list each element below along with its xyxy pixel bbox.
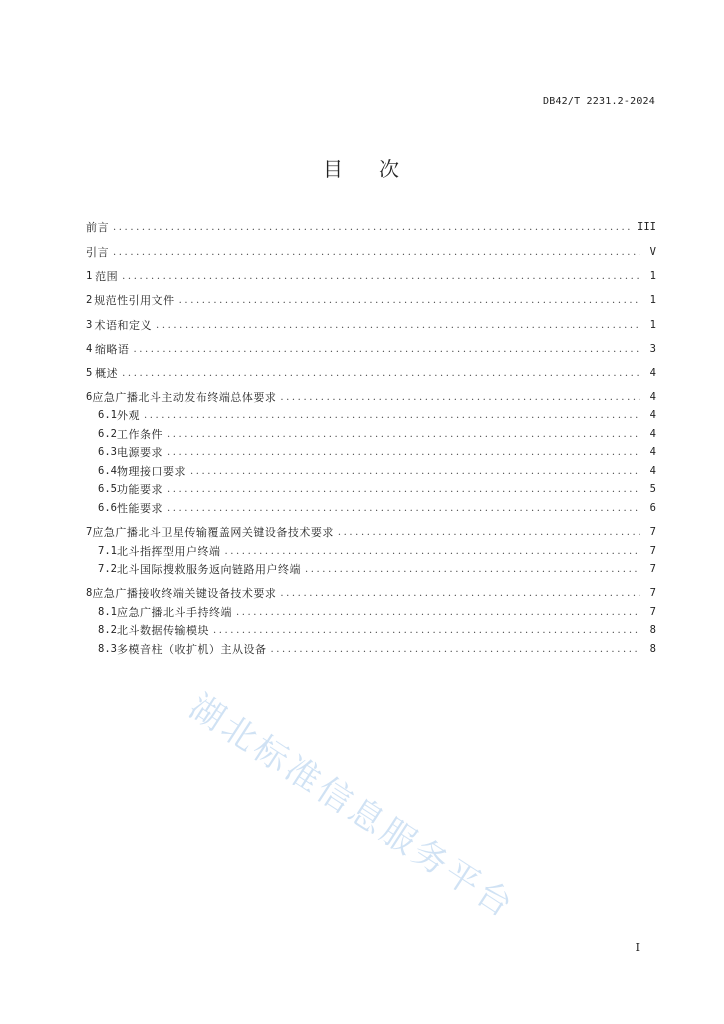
- toc-dot-leader: [179, 295, 640, 306]
- toc-entry-number: 6.4: [98, 465, 117, 477]
- toc-entry[interactable]: [98, 406, 656, 424]
- toc-entry-label: 功能要求: [116, 483, 163, 496]
- toc-entry-page: 1: [649, 270, 656, 282]
- toc-entry-number: 4: [86, 343, 93, 355]
- toc-entry-number: 8.3: [98, 643, 117, 655]
- toc-entry-page: 7: [649, 526, 656, 538]
- toc-entry-number: 2: [86, 294, 93, 306]
- toc-entry-label: 术语和定义: [94, 319, 153, 332]
- toc-entry-label: 北斗国际搜救服务返向链路用户终端: [116, 563, 301, 576]
- toc-entry-page: 6: [649, 502, 656, 514]
- toc-dot-leader: [213, 625, 640, 636]
- toc-entry-label: 缩略语: [94, 343, 130, 356]
- toc-entry-page: 4: [649, 446, 656, 458]
- toc-entry-label: 工作条件: [116, 428, 163, 441]
- toc-dot-leader: [236, 607, 640, 618]
- toc-entry-label: 前言: [86, 221, 109, 234]
- page-title: [0, 153, 724, 182]
- toc-entry[interactable]: [86, 388, 656, 406]
- toc-entry-number: 5: [86, 367, 93, 379]
- toc-dot-leader: [224, 546, 640, 557]
- toc-dot-leader: [280, 588, 640, 599]
- toc-entry-label: 概述: [95, 367, 119, 380]
- toc-entry-page: 1: [649, 294, 656, 306]
- document-code: DB42/T 2231.2-2024: [543, 96, 655, 107]
- toc-entry[interactable]: [86, 316, 656, 334]
- title-part-2: 次: [379, 157, 401, 181]
- page-number: I: [635, 941, 640, 954]
- toc-entry[interactable]: [86, 523, 656, 541]
- toc-entry-number: 7: [86, 526, 93, 538]
- toc-entry-label: 应急广播北斗手持终端: [116, 606, 232, 619]
- toc-entry-label: 应急广播北斗主动发布终端总体要求: [92, 391, 277, 404]
- toc-entry-page: 5: [649, 483, 656, 495]
- toc-entry-number: 6.2: [98, 428, 117, 440]
- toc-entry-page: 7: [649, 587, 656, 599]
- toc-entry-label: 引言: [86, 246, 109, 259]
- toc-dot-leader: [270, 644, 640, 655]
- toc-dot-leader: [144, 410, 640, 421]
- toc-entry-page: V: [649, 246, 656, 258]
- toc-entry[interactable]: [98, 603, 656, 621]
- toc-entry-label: 应急广播北斗卫星传输覆盖网关键设备技术要求: [92, 526, 334, 539]
- toc-dot-leader: [122, 271, 640, 282]
- toc-entry[interactable]: [86, 243, 656, 261]
- toc-entry-label: 电源要求: [116, 446, 163, 459]
- toc-entry-page: 7: [649, 545, 656, 557]
- toc-entry-label: 范围: [95, 270, 119, 283]
- toc-entry-page: 4: [649, 409, 656, 421]
- toc-dot-leader: [167, 447, 640, 458]
- toc-entry-label: 外观: [116, 409, 140, 422]
- toc-entry-number: 6.1: [98, 409, 117, 421]
- toc-entry-number: 8: [86, 587, 93, 599]
- toc-entry[interactable]: [98, 462, 656, 480]
- toc-dot-leader: [190, 466, 640, 477]
- toc-dot-leader: [280, 392, 640, 403]
- toc-entry-label: 规范性引用文件: [94, 294, 175, 307]
- toc-entry[interactable]: [98, 425, 656, 443]
- toc-entry-label: 物理接口要求: [116, 465, 186, 478]
- toc-entry[interactable]: [86, 364, 656, 382]
- toc-entry[interactable]: [86, 218, 656, 236]
- toc-entry-label: 多模音柱（收扩机）主从设备: [116, 643, 267, 656]
- toc-entry[interactable]: [98, 480, 656, 498]
- toc-entry[interactable]: [86, 291, 656, 309]
- toc-entry-number: 6.6: [98, 502, 117, 514]
- toc-entry[interactable]: [86, 340, 656, 358]
- toc-dot-leader: [167, 503, 640, 514]
- toc-entry-page: 8: [649, 643, 656, 655]
- toc-entry-label: 北斗数据传输模块: [116, 624, 209, 637]
- toc-entry-number: 6: [86, 391, 93, 403]
- toc-entry-page: 3: [649, 343, 656, 355]
- toc-entry[interactable]: [86, 267, 656, 285]
- toc-entry-number: 7.1: [98, 545, 117, 557]
- toc-entry-page: 7: [649, 606, 656, 618]
- toc-entry[interactable]: [98, 621, 656, 639]
- toc-entry[interactable]: [98, 499, 656, 517]
- toc-entry[interactable]: [86, 584, 656, 602]
- toc-dot-leader: [338, 527, 640, 538]
- toc-entry[interactable]: [98, 443, 656, 461]
- toc-dot-leader: [113, 247, 640, 258]
- toc-entry[interactable]: [98, 560, 656, 578]
- title-part-1: 目: [323, 157, 345, 181]
- toc-dot-leader: [305, 564, 640, 575]
- toc-dot-leader: [133, 344, 640, 355]
- toc-dot-leader: [122, 368, 640, 379]
- toc-entry-page: 7: [649, 563, 656, 575]
- toc-entry-label: 北斗指挥型用户终端: [116, 545, 221, 558]
- toc-entry-number: 8.2: [98, 624, 117, 636]
- watermark: 湖北标准信息服务平台: [181, 686, 523, 928]
- toc-dot-leader: [167, 484, 640, 495]
- toc-entry-page: III: [637, 221, 656, 233]
- toc-entry-number: 7.2: [98, 563, 117, 575]
- toc-dot-leader: [167, 429, 640, 440]
- toc-entry[interactable]: [98, 542, 656, 560]
- toc-entry-page: 8: [649, 624, 656, 636]
- toc-entry-page: 4: [649, 391, 656, 403]
- toc-entry-page: 4: [649, 428, 656, 440]
- toc-entry[interactable]: [98, 640, 656, 658]
- toc-entry-number: 3: [86, 319, 93, 331]
- toc-entry-number: 6.3: [98, 446, 117, 458]
- toc-entry-label: 应急广播接收终端关键设备技术要求: [92, 587, 277, 600]
- toc-entry-label: 性能要求: [116, 502, 163, 515]
- toc-entry-page: 4: [649, 465, 656, 477]
- toc-dot-leader: [113, 222, 633, 233]
- toc-dot-leader: [156, 320, 640, 331]
- toc-entry-page: 1: [649, 319, 656, 331]
- toc-entry-number: 1: [86, 270, 93, 282]
- toc-entry-number: 6.5: [98, 483, 117, 495]
- toc-entry-number: 8.1: [98, 606, 117, 618]
- toc-entry-page: 4: [649, 367, 656, 379]
